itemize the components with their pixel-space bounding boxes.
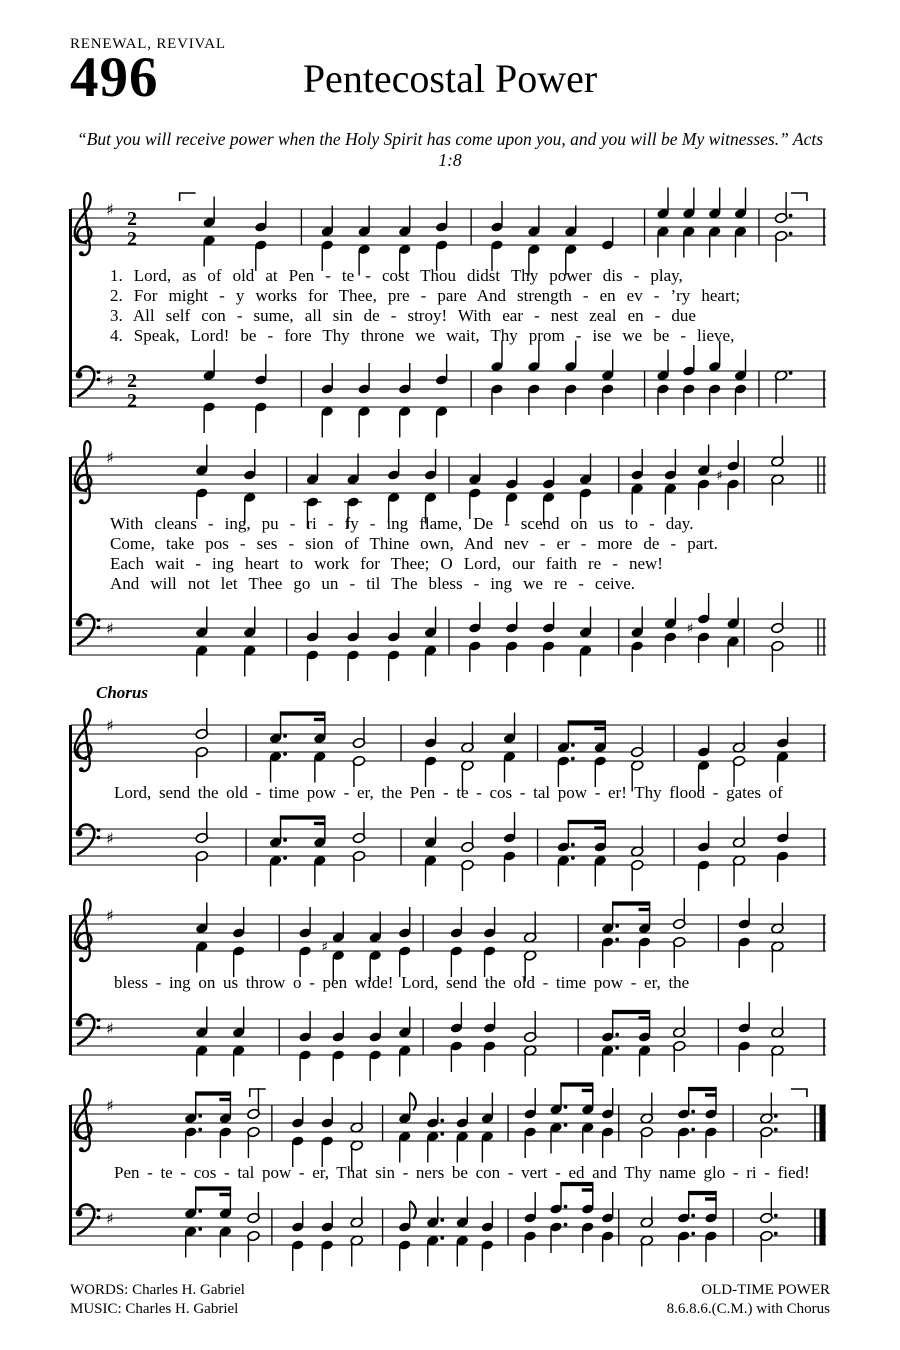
svg-text:♯: ♯ — [106, 829, 114, 848]
svg-text:♯: ♯ — [106, 619, 114, 638]
music-system-5 — [70, 1083, 830, 1261]
hymn-title: Pentecostal Power — [302, 56, 598, 101]
lyric-line-verse-3: 3. All self con - sume, all sin de - stroy! With ear - nest zeal en - due — [110, 306, 696, 325]
bass-staff-1 — [70, 349, 830, 423]
lyric-line-chorus-3: Pen - te - cos - tal pow - er, That sin - ners be con - vert - ed and Thy name glo - ri - fied! — [114, 1163, 810, 1182]
treble-staff-2 — [70, 435, 830, 509]
svg-text:♯: ♯ — [106, 906, 114, 925]
bass-staff-2 — [70, 597, 830, 671]
hymn-number: 496 — [70, 46, 159, 109]
svg-text:♯: ♯ — [321, 939, 329, 956]
svg-text:2: 2 — [127, 390, 137, 412]
svg-text:♯: ♯ — [106, 716, 114, 735]
lyric-line-verse-1: With cleans - ing, pu - ri - fy - ing flame, De - scend on us to - day. — [110, 514, 694, 533]
meter: 8.6.8.6.(C.M.) with Chorus — [666, 1301, 830, 1317]
bass-staff-3 — [70, 807, 830, 881]
svg-text:♯: ♯ — [106, 200, 114, 219]
lyric-line-chorus-2: bless - ing on us throw o - pen wide! Lord, send the old - time pow - er, the — [114, 973, 690, 992]
svg-text:♯: ♯ — [686, 621, 694, 637]
system-left-barline — [69, 725, 72, 865]
svg-text:2: 2 — [127, 228, 137, 250]
lyric-line-verse-4: And will not let Thee go un - til The bless - ing we re - ceive. — [110, 574, 636, 593]
system-left-barline — [69, 1105, 72, 1245]
scripture-quote: “But you will receive power when the Holy Spirit has come upon you, and you will be My witnesses.” Acts 1:8 — [76, 129, 824, 170]
chorus-lyrics-line-3 — [70, 1157, 830, 1187]
treble-staff-3 — [70, 703, 830, 777]
bass-staff-4 — [70, 997, 830, 1071]
music-credit: MUSIC: Charles H. Gabriel — [70, 1301, 239, 1317]
svg-text:♯: ♯ — [106, 1209, 114, 1228]
lyric-line-verse-1: 1. Lord, as of old at Pen - te - cost Thou didst Thy power dis - play, — [110, 266, 683, 285]
music-system-2 — [70, 435, 830, 671]
treble-staff-5 — [70, 1083, 830, 1157]
words-credit: WORDS: Charles H. Gabriel — [70, 1282, 245, 1298]
section-category: RENEWAL, REVIVAL — [70, 36, 226, 52]
lyric-line-verse-2: Come, take pos - ses - sion of Thine own, And nev - er - more de - part. — [110, 534, 718, 553]
music-system-1 — [70, 187, 830, 423]
credits-left — [70, 1281, 245, 1319]
stanza-lyrics-lines-2 — [70, 509, 830, 597]
music-system-3-chorus — [70, 683, 830, 881]
svg-text:♯: ♯ — [106, 371, 114, 390]
svg-text:♯: ♯ — [106, 1019, 114, 1038]
lyric-line-verse-4: 4. Speak, Lord! be - fore Thy throne we wait, Thy prom - ise we be - lieve, — [110, 326, 735, 345]
lyric-line-verse-3: Each wait - ing heart to work for Thee; O Lord, our faith re - new! — [110, 554, 663, 573]
stanza-lyrics-lines-1 — [70, 261, 830, 349]
svg-text:2: 2 — [127, 370, 137, 392]
svg-text:♯: ♯ — [716, 468, 723, 484]
lyric-line-verse-2: 2. For might - y works for Thee, pre - pare And strength - en ev - ’ry heart; — [110, 286, 741, 305]
bass-staff-5 — [70, 1187, 830, 1261]
footer — [70, 1281, 830, 1319]
credits-right — [667, 1281, 830, 1319]
treble-staff-1 — [70, 187, 830, 261]
tune-name: OLD-TIME POWER — [701, 1282, 830, 1298]
chorus-lyrics-line-2 — [70, 967, 830, 997]
header-row — [70, 46, 830, 119]
system-left-barline — [69, 209, 72, 407]
svg-text:2: 2 — [127, 208, 137, 230]
chorus-label: Chorus — [96, 683, 148, 702]
svg-text:♯: ♯ — [106, 448, 114, 467]
chorus-lyrics-line-1 — [70, 777, 830, 807]
lyric-line-chorus-1: Lord, send the old - time pow - er, the Pen - te - cos - tal pow - er! Thy flood - gates of — [114, 783, 783, 802]
music-system-4 — [70, 893, 830, 1071]
system-left-barline — [69, 915, 72, 1055]
svg-text:♯: ♯ — [106, 1096, 114, 1115]
treble-staff-4 — [70, 893, 830, 967]
system-left-barline — [69, 457, 72, 655]
